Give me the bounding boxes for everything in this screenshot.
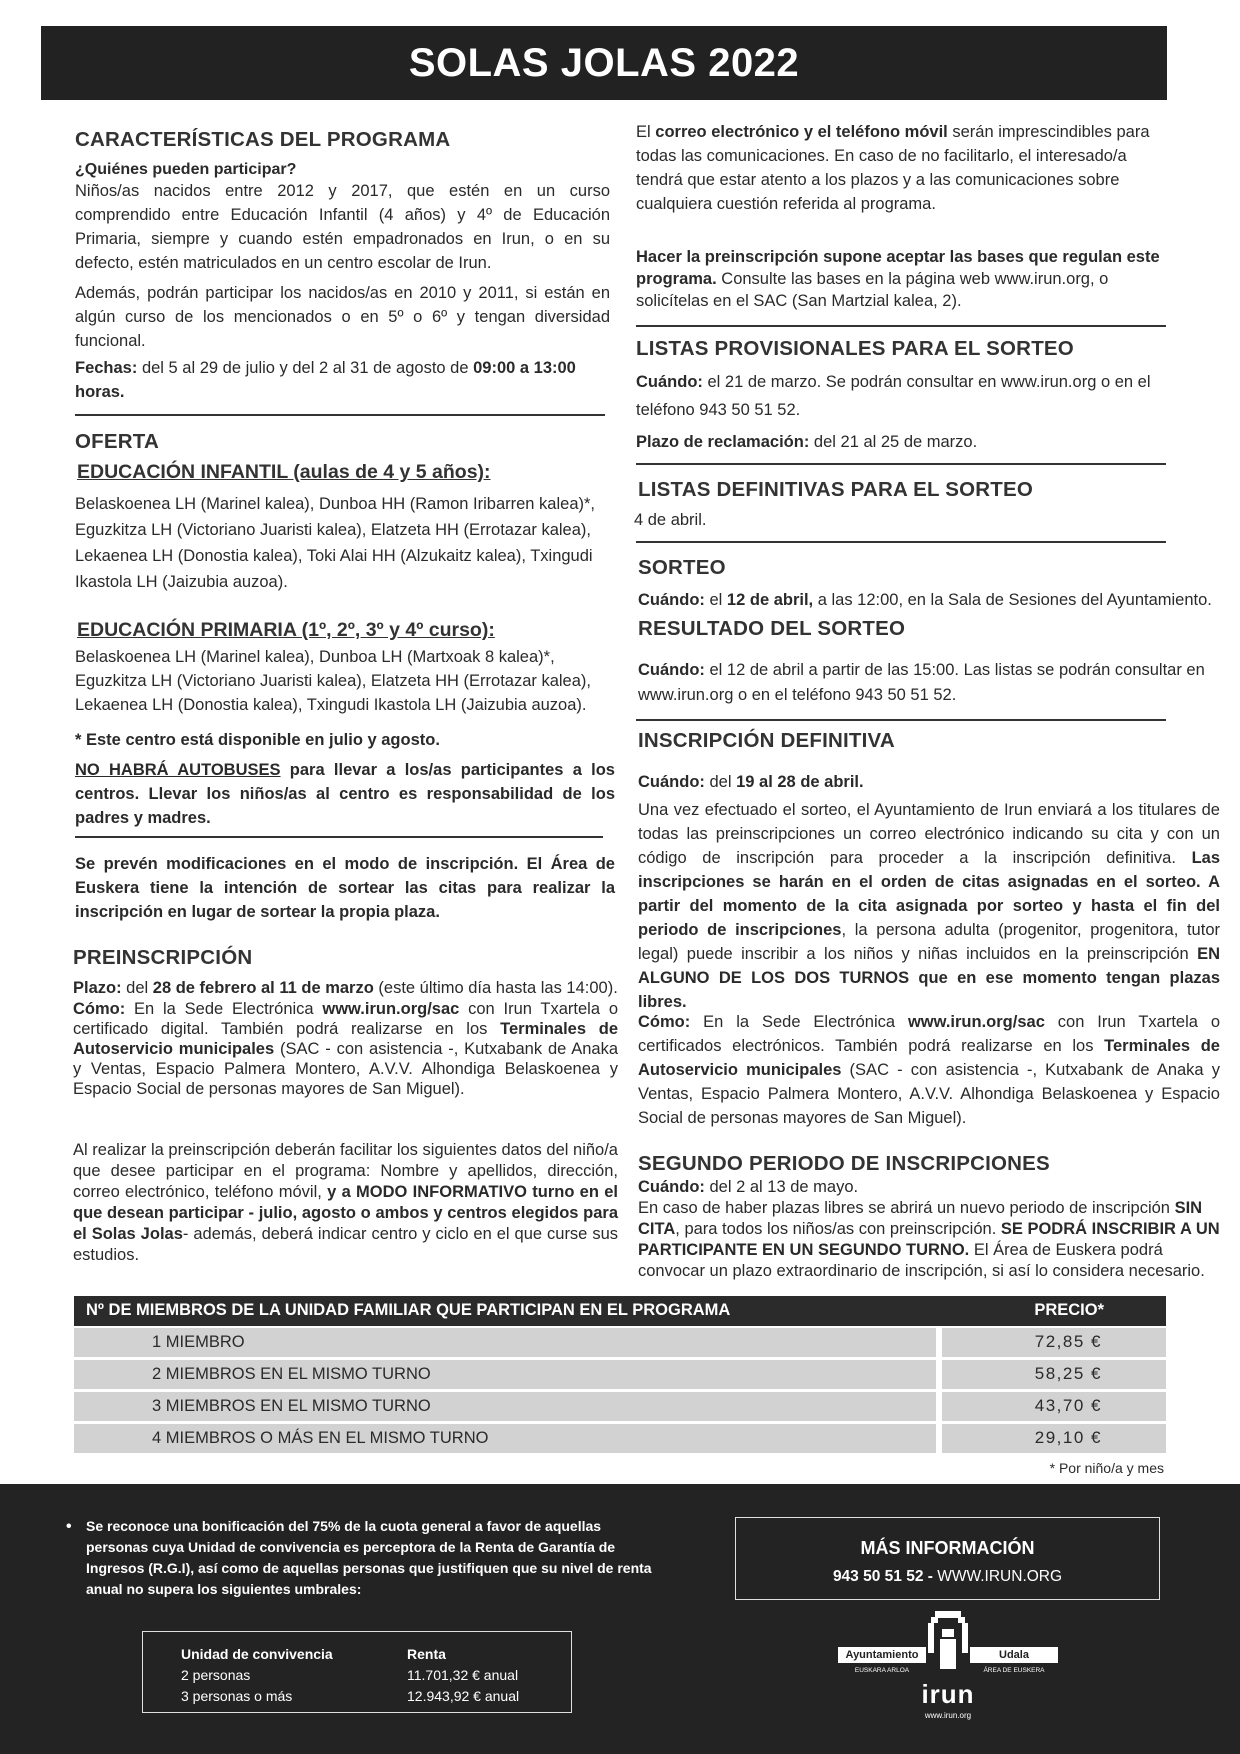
- table-row: [74, 1360, 1166, 1389]
- members-column-header: Nº DE MIEMBROS DE LA UNIDAD FAMILIAR QUE PARTICIPAN EN EL PROGRAMA: [86, 1301, 731, 1319]
- price-table-header: [74, 1296, 1166, 1326]
- bases-bold: Hacer la preinscripción supone aceptar las bases que regulan este programa.: [636, 248, 1160, 288]
- divider: [636, 719, 1166, 721]
- divider: [75, 414, 605, 416]
- segundo-p-d: SE PODRÁ INSCRIBIR A UN PARTICIPANTE EN UN SEGUNDO TURNO.: [638, 1220, 1220, 1259]
- bonificacion-text: Se reconoce una bonificación del 75% de la cuota general a favor de aquellas personas cuya Unidad de convivencia es perceptora de la Renta de Garantía de Ingresos (R.G.I), así como de aquellas personas que justifiquen que su nivel de renta anual no supera los siguientes umbrales:: [86, 1518, 652, 1597]
- umbrales-table: [142, 1631, 572, 1713]
- price-value: 43,70 €: [1034, 1396, 1102, 1415]
- sorteo-text: el: [704, 591, 727, 609]
- diversidad-paragraph: Además, podrán participar los nacidos/as en 2010 y 2011, si están en algún curso de los mencionados o en 5º o 6º y tengan diversidad funcional.: [75, 284, 610, 350]
- definitiva-text: del: [704, 773, 737, 791]
- members-label: 4 MIEMBROS O MÁS EN EL MISMO TURNO: [152, 1429, 489, 1447]
- como-label: Cómo:: [73, 1000, 126, 1018]
- datos-text-2: - además, deberá indicar centro y ciclo en el que curse sus estudios.: [73, 1225, 618, 1264]
- definitivas-heading: LISTAS DEFINITIVAS PARA EL SORTEO: [638, 478, 1033, 501]
- centro-note: * Este centro está disponible en julio y agosto.: [75, 731, 440, 749]
- members-label: 1 MIEMBRO: [152, 1333, 245, 1351]
- definitiva-p-c: , la persona adulta (progenitor, progenitora, tutor legal) puede inscribir a los niños y niñas incluidos en la preinscripción: [638, 921, 1220, 963]
- como-text: En la Sede Electrónica: [690, 1013, 908, 1031]
- segundo-p-b: SIN CITA: [638, 1199, 1203, 1238]
- ayuntamiento-label: Ayuntamiento: [838, 1647, 926, 1663]
- sede-link[interactable]: www.irun.org/sac: [322, 1000, 460, 1018]
- reclamacion-line: [636, 430, 977, 454]
- bases-paragraph: [636, 246, 1171, 312]
- segundo-p-c: , para todos los niños/as con preinscripción.: [675, 1220, 1001, 1238]
- segundo-p-e: El Área de Euskera podrá convocar un plazo extraordinario de inscripción, si así lo considera necesario.: [638, 1241, 1205, 1280]
- como-text: En la Sede Electrónica: [125, 1000, 323, 1018]
- infantil-heading: EDUCACIÓN INFANTIL (aulas de 4 y 5 años):: [77, 461, 491, 483]
- table-row: [74, 1392, 1166, 1421]
- modificaciones-notice: Se prevén modificaciones en el modo de inscripción. El Área de Euskera tiene la intención de sortear las citas para realizar la inscripción en lugar de sortear la propia plaza.: [75, 855, 615, 921]
- sede-link[interactable]: www.irun.org/sac: [907, 1013, 1045, 1031]
- segundo-periodo-heading: SEGUNDO PERIODO DE INSCRIPCIONES: [638, 1152, 1050, 1175]
- definitiva-p-a: Una vez efectuado el sorteo, el Ayuntamiento de Irun enviará a los titulares de todas las preinscripciones un correo electrónico indicando su cita y con un código de inscripción para proceder a la inscripción definitiva.: [638, 801, 1220, 867]
- definitiva-paragraph: [638, 798, 1220, 1014]
- segundo-paragraph: [638, 1198, 1220, 1282]
- definitiva-cuando: [638, 770, 864, 794]
- resultado-cuando: [638, 658, 1218, 708]
- preinscripcion-heading: PREINSCRIPCIÓN: [73, 946, 253, 969]
- participantes-paragraph: Niños/as nacidos entre 2012 y 2017, que estén en un curso comprendido entre Educación Infantil (4 años) y 4º de Educación Primaria, siempre y cuando estén empadronados en Irun, o en su defecto, estén matriculados en un centro escolar de Irun.: [75, 182, 610, 272]
- correo-paragraph: [636, 120, 1166, 216]
- terminales-text: Terminales de Autoservicio municipales: [73, 1020, 618, 1058]
- datos-text: Al realizar la preinscripción deberán facilitar los siguientes datos del niño/a que desee participar en el programa: Nombre y apellidos, dirección, correo electrónico, teléfono móvil,: [73, 1141, 618, 1201]
- umbral-header-unidad: Unidad de convivencia: [181, 1646, 333, 1662]
- umbral-unidad: 2 personas: [181, 1667, 251, 1683]
- umbral-renta: 11.701,32 € anual: [407, 1667, 519, 1683]
- segundo-p-a: En caso de haber plazas libres se abrirá un nuevo periodo de inscripción: [638, 1199, 1175, 1217]
- cell: [74, 1392, 936, 1421]
- price-footnote: * Por niño/a y mes: [1049, 1460, 1164, 1476]
- correo-bold: correo electrónico y el teléfono móvil: [655, 123, 948, 141]
- definitiva-dates: 19 al 28 de abril.: [736, 773, 864, 791]
- members-label: 3 MIEMBROS EN EL MISMO TURNO: [152, 1397, 431, 1415]
- correo-text-2: serán imprescindibles para todas las comunicaciones. En caso de no facilitarlo, el interesado/a tendrá que estar atento a los plazos y a las comunicaciones sobre cualquiera cuestión referida al programa.: [636, 123, 1150, 213]
- mas-informacion-box: [735, 1517, 1160, 1600]
- autobuses-label: NO HABRÁ AUTOBUSES: [75, 761, 281, 779]
- autobuses-text: para llevar a los/as participantes a los centros. Llevar los niños/as al centro es responsabilidad de los padres y madres.: [75, 761, 615, 827]
- divider: [75, 836, 603, 838]
- divider: [636, 541, 1166, 543]
- segundo-cuando: [638, 1177, 858, 1197]
- resultado-heading: RESULTADO DEL SORTEO: [638, 617, 906, 640]
- plazo-dates: 28 de febrero al 11 de marzo: [152, 979, 374, 997]
- cuando-label: Cuándo:: [638, 773, 705, 791]
- como-paragraph: [73, 999, 618, 1099]
- bases-text: Consulte las bases en la página web www.irun.org, o solicítelas en el SAC (San Martzial kalea, 2).: [636, 270, 1109, 310]
- table-row: [74, 1424, 1166, 1453]
- phone-number: 943 50 51 52 -: [832, 1568, 938, 1585]
- datos-bold: y a MODO INFORMATIVO turno en el que desean participar - julio, agosto o ambos y centros elegidos para el Solas Jolas: [73, 1183, 618, 1243]
- umbral-unidad: 3 personas o más: [181, 1688, 293, 1704]
- sorteo-date: 12 de abril,: [726, 591, 814, 609]
- price-column-header: PRECIO*: [1034, 1301, 1104, 1319]
- plazo-label: Plazo:: [73, 979, 122, 997]
- fechas-hours: 09:00 a 13:00 horas.: [75, 359, 576, 401]
- fechas-paragraph: [75, 356, 615, 404]
- price-value: 29,10 €: [1034, 1428, 1102, 1447]
- definitivas-date: 4 de abril.: [634, 511, 707, 529]
- cuando-label: Cuándo:: [638, 1178, 705, 1196]
- oferta-heading: OFERTA: [75, 430, 159, 453]
- definitiva-como: [638, 1010, 1220, 1130]
- irun-url: www.irun.org: [924, 1711, 972, 1720]
- sorteo-heading: SORTEO: [638, 556, 726, 579]
- irun-logo: [838, 1609, 1058, 1739]
- plazo-note: (este último día hasta las 14:00).: [373, 979, 618, 997]
- cell: [74, 1360, 936, 1389]
- contact-line: [736, 1568, 1159, 1586]
- autobuses-notice: [75, 758, 615, 830]
- segundo-cuando-text: del 2 al 13 de mayo.: [704, 1178, 859, 1196]
- cuando-label: Cuándo:: [638, 661, 705, 679]
- members-label: 2 MIEMBROS EN EL MISMO TURNO: [152, 1365, 431, 1383]
- area-euskera-label: ÁREA DE EUSKERA: [983, 1667, 1045, 1674]
- terminales-text: Terminales de Autoservicio municipales: [638, 1037, 1220, 1079]
- como-label: Cómo:: [638, 1013, 691, 1031]
- cell: [74, 1328, 936, 1357]
- mas-informacion-title: MÁS INFORMACIÓN: [860, 1538, 1035, 1558]
- umbral-header-renta: Renta: [407, 1646, 446, 1662]
- bullet-icon: •: [66, 1518, 72, 1535]
- sorteo-text-2: a las 12:00, en la Sala de Sesiones del Ayuntamiento.: [813, 591, 1212, 609]
- price-value: 72,85 €: [1034, 1332, 1102, 1351]
- inscripcion-definitiva-heading: INSCRIPCIÓN DEFINITIVA: [638, 729, 895, 752]
- plazo-line: [73, 978, 618, 998]
- reclamacion-label: Plazo de reclamación:: [636, 433, 810, 451]
- plazo-text: del: [121, 979, 153, 997]
- definitiva-p-d: EN ALGUNO DE LOS DOS TURNOS que en ese momento tengan plazas libres.: [638, 945, 1220, 1011]
- datos-paragraph: [73, 1140, 618, 1266]
- cell: [942, 1424, 1166, 1453]
- resultado-text: el 12 de abril a partir de las 15:00. Las listas se podrán consultar en www.irun.org o en el teléfono 943 50 51 52.: [638, 661, 1205, 704]
- cell: [942, 1328, 1166, 1357]
- fechas-label: Fechas:: [75, 359, 138, 377]
- page-title: SOLAS JOLAS 2022: [41, 26, 1167, 100]
- infantil-centros: Belaskoenea LH (Marinel kalea), Dunboa HH (Ramon Iribarren kalea)*, Eguzkitza LH (Victoriano Juaristi kalea), Elatzeta HH (Errotazar kalea), Lekaenea LH (Donostia kalea), Toki Alai HH (Alzukaitz kalea), Txingudi Ikastola LH (Jaizubia auzoa).: [75, 495, 595, 591]
- cell: [942, 1392, 1166, 1421]
- correo-text: El: [636, 123, 656, 141]
- footer: [0, 1484, 1240, 1754]
- definitiva-p-b: Las inscripciones se harán en el orden de citas asignadas en el sorteo. A partir del momento de la cita asignada por sorteo y hasta el fin del periodo de inscripciones: [638, 849, 1220, 939]
- cuando-label: Cuándo:: [636, 373, 703, 391]
- price-value: 58,25 €: [1034, 1364, 1102, 1383]
- cell: [942, 1360, 1166, 1389]
- euskara-arloa-label: EUSKARA ARLOA: [854, 1667, 910, 1674]
- provisionales-heading: LISTAS PROVISIONALES PARA EL SORTEO: [636, 337, 1074, 360]
- como-text-2: con Irun Txartela o certificados electrónicos. También podrá realizarse en los: [638, 1013, 1220, 1055]
- quien-puede-question: ¿Quiénes pueden participar?: [75, 161, 297, 178]
- website-link[interactable]: WWW.IRUN.ORG: [937, 1568, 1063, 1585]
- como-text-3: (SAC - con asistencia -, Kutxabank de Anaka y Ventas, Espacio Palmera Montero, A.V.V. Alhondiga Belaskoenea y Espacio Social de personas mayores de San Miguel).: [638, 1061, 1220, 1127]
- umbral-renta: 12.943,92 € anual: [407, 1688, 520, 1704]
- irun-wordmark: irun: [921, 1679, 975, 1709]
- reclamacion-text: del 21 al 25 de marzo.: [809, 433, 978, 451]
- caracteristicas-heading: CARACTERÍSTICAS DEL PROGRAMA: [75, 128, 451, 151]
- fechas-text: del 5 al 29 de julio y del 2 al 31 de agosto de: [137, 359, 474, 377]
- cuando-text: el 21 de marzo. Se podrán consultar en www.irun.org o en el teléfono 943 50 51 52.: [636, 373, 1151, 419]
- divider: [636, 325, 1166, 327]
- como-text-2: con Irun Txartela o certificado digital. También podrá realizarse en los: [73, 1000, 618, 1038]
- cell: [74, 1424, 936, 1453]
- provisionales-cuando: [636, 368, 1171, 424]
- divider: [636, 463, 1166, 465]
- como-text-3: (SAC - con asistencia -, Kutxabank de Anaka y Ventas, Espacio Palmera Montero, A.V.V. Alhondiga Belaskoenea y Espacio Social de personas mayores de San Miguel).: [73, 1040, 618, 1098]
- cuando-label: Cuándo:: [638, 591, 705, 609]
- primaria-centros: Belaskoenea LH (Marinel kalea), Dunboa LH (Martxoak 8 kalea)*, Eguzkitza LH (Victoriano Juaristi kalea), Elatzeta HH (Errotazar kalea), Lekaenea LH (Donostia kalea), Txingudi Ikastola LH (Jaizubia auzoa).: [75, 648, 591, 714]
- udala-label: Udala: [970, 1647, 1058, 1663]
- sorteo-cuando: [638, 588, 1218, 612]
- primaria-heading: EDUCACIÓN PRIMARIA (1º, 2º, 3º y 4º curso):: [77, 619, 495, 641]
- table-row: [74, 1328, 1166, 1357]
